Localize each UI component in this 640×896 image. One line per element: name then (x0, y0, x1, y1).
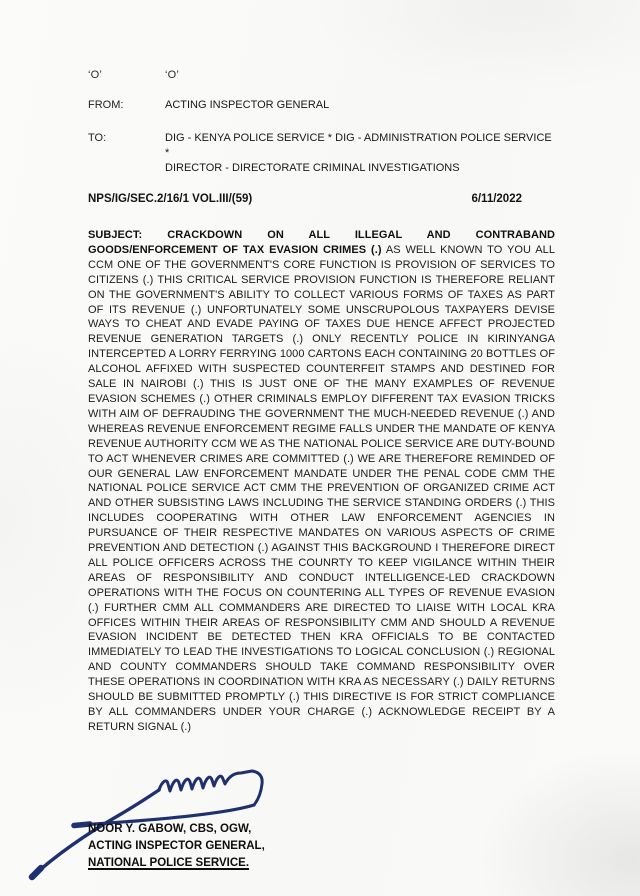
reference-number: NPS/IG/SEC.2/16/1 VOL.III/(59) (88, 193, 253, 205)
to-label: TO: (88, 132, 107, 144)
signatory-name: NOOR Y. GABOW, CBS, OGW, (88, 822, 252, 835)
subject-line: SUBJECT: CRACKDOWN ON ALL ILLEGAL AND CONTRABAND GOODS/ENFORCEMENT OF TAX EVASION CRIMES (.) (88, 229, 555, 256)
from-label: FROM: (88, 99, 124, 111)
copy-mark-left: ‘O’ (88, 69, 103, 81)
reference-row (88, 192, 555, 207)
signature-block (88, 821, 388, 872)
letter-body (88, 228, 555, 735)
signatory-organization: NATIONAL POLICE SERVICE. (88, 856, 250, 869)
copy-mark-right: ‘O’ (165, 69, 180, 81)
from-row (88, 98, 555, 113)
signatory-title: ACTING INSPECTOR GENERAL, (88, 839, 265, 852)
signatory-lines (88, 821, 388, 872)
to-line-1: DIG - KENYA POLICE SERVICE * DIG - ADMINISTRATION POLICE SERVICE * (165, 132, 552, 159)
letter-date: 6/11/2022 (471, 193, 522, 205)
to-line-2: DIRECTOR - DIRECTORATE CRIMINAL INVESTIGATIONS (165, 162, 460, 174)
copy-marks (88, 68, 555, 82)
from-value: ACTING INSPECTOR GENERAL (165, 99, 330, 111)
body-paragraph: AS WELL KNOWN TO YOU ALL CCM ONE OF THE GOVERNMENT'S CORE FUNCTION IS PROVISION OF SERVICES TO CITIZENS (.) THIS CRITICAL SERVICE PROVISION FUNCTION IS THEREFORE RELIANT ON THE GOVERNMENT'S ABILITY TO COLLECT VARIOUS FORMS OF TAXES AS PART OF ITS REVENUE (.) UNFORTUNATELY SOME UNSCRUPOLOUS TAXPAYERS DEVISE WAYS TO CHEAT AND EVADE PAYING OF TAXES DUE HENCE AFFECT PROJECTED REVENUE GENERATION TARGETS (.) ONLY RECENTLY POLICE IN KIRINYANGA INTERCEPTED A LORRY FERRYING 1000 CARTONS EACH CONTAINING 20 BOTTLES OF ALCOHOL AFFIXED WITH SUSPECTED COUNTERFEIT STAMPS AND DESTINED FOR SALE IN NAIROBI (.) THIS IS JUST ONE OF THE MANY EXAMPLES OF REVENUE EVASION SCHEMES (.) OTHER CRIMINALS EMPLOY DIFFERENT TAX EVASION TRICKS WITH AIM OF DEFRAUDING THE GOVERNMENT THE MUCH-NEEDED REVENUE (.) AND WHEREAS REVENUE ENFORCEMENT REGIME FALLS UNDER THE MANDATE OF KENYA REVENUE AUTHORITY CCM WE AS THE NATIONAL POLICE SERVICE ARE DUTY-BOUND TO ACT WHENEVER CRIMES ARE COMMITTED (.) WE ARE THEREFORE REMINDED OF OUR GENERAL LAW ENFORCEMENT MANDATE UNDER THE PENAL CODE CMM THE NATIONAL POLICE SERVICE ACT CMM THE PREVENTION OF ORGANIZED CRIME ACT AND OTHER SUBSISTING LAWS INCLUDING THE SERVICE STANDING ORDERS (.) THIS INCLUDES COOPERATING WITH OTHER LAW ENFORCEMENT AGENCIES IN PURSUANCE OF THEIR RESPECTIVE MANDATES ON VARIOUS ASPECTS OF CRIME PREVENTION AND DETECTION (.) AGAINST THIS BACKGROUND I THEREFORE DIRECT ALL POLICE OFFICERS ACROSS THE COUNRTY TO KEEP VIGILANCE WITHIN THEIR AREAS OF RESPONSIBILITY AND CONDUCT INTELLIGENCE-LED CRACKDOWN OPERATIONS WITH THE FOCUS ON COUNTERING ALL TYPES OF REVENUE EVASION (.) FURTHER CMM ALL COMMANDERS ARE DIRECTED TO LIAISE WITH LOCAL KRA OFFICES WITHIN THEIR AREAS OF RESPONSIBILITY CMM AND SHOULD A REVENUE EVASION INCIDENT BE DETECTED THEN KRA OFFICIALS TO BE CONTACTED IMMEDIATELY TO LEAD THE INVESTIGATIONS TO LOGICAL CONCLUSION (.) REGIONAL AND COUNTY COMMANDERS SHOULD TAKE COMMAND RESPONSIBILITY OVER THESE OPERATIONS IN COORDINATION WITH KRA AS NECESSARY (.) DAILY RETURNS SHOULD BE SUBMITTED PROMPTLY (.) THIS DIRECTIVE IS FOR STRICT COMPLIANCE BY ALL COMMANDERS UNDER YOUR CHARGE (.) ACKNOWLEDGE RECEIPT BY A RETURN SIGNAL (.) (88, 243, 555, 733)
to-value (165, 131, 555, 176)
to-row (88, 131, 555, 176)
